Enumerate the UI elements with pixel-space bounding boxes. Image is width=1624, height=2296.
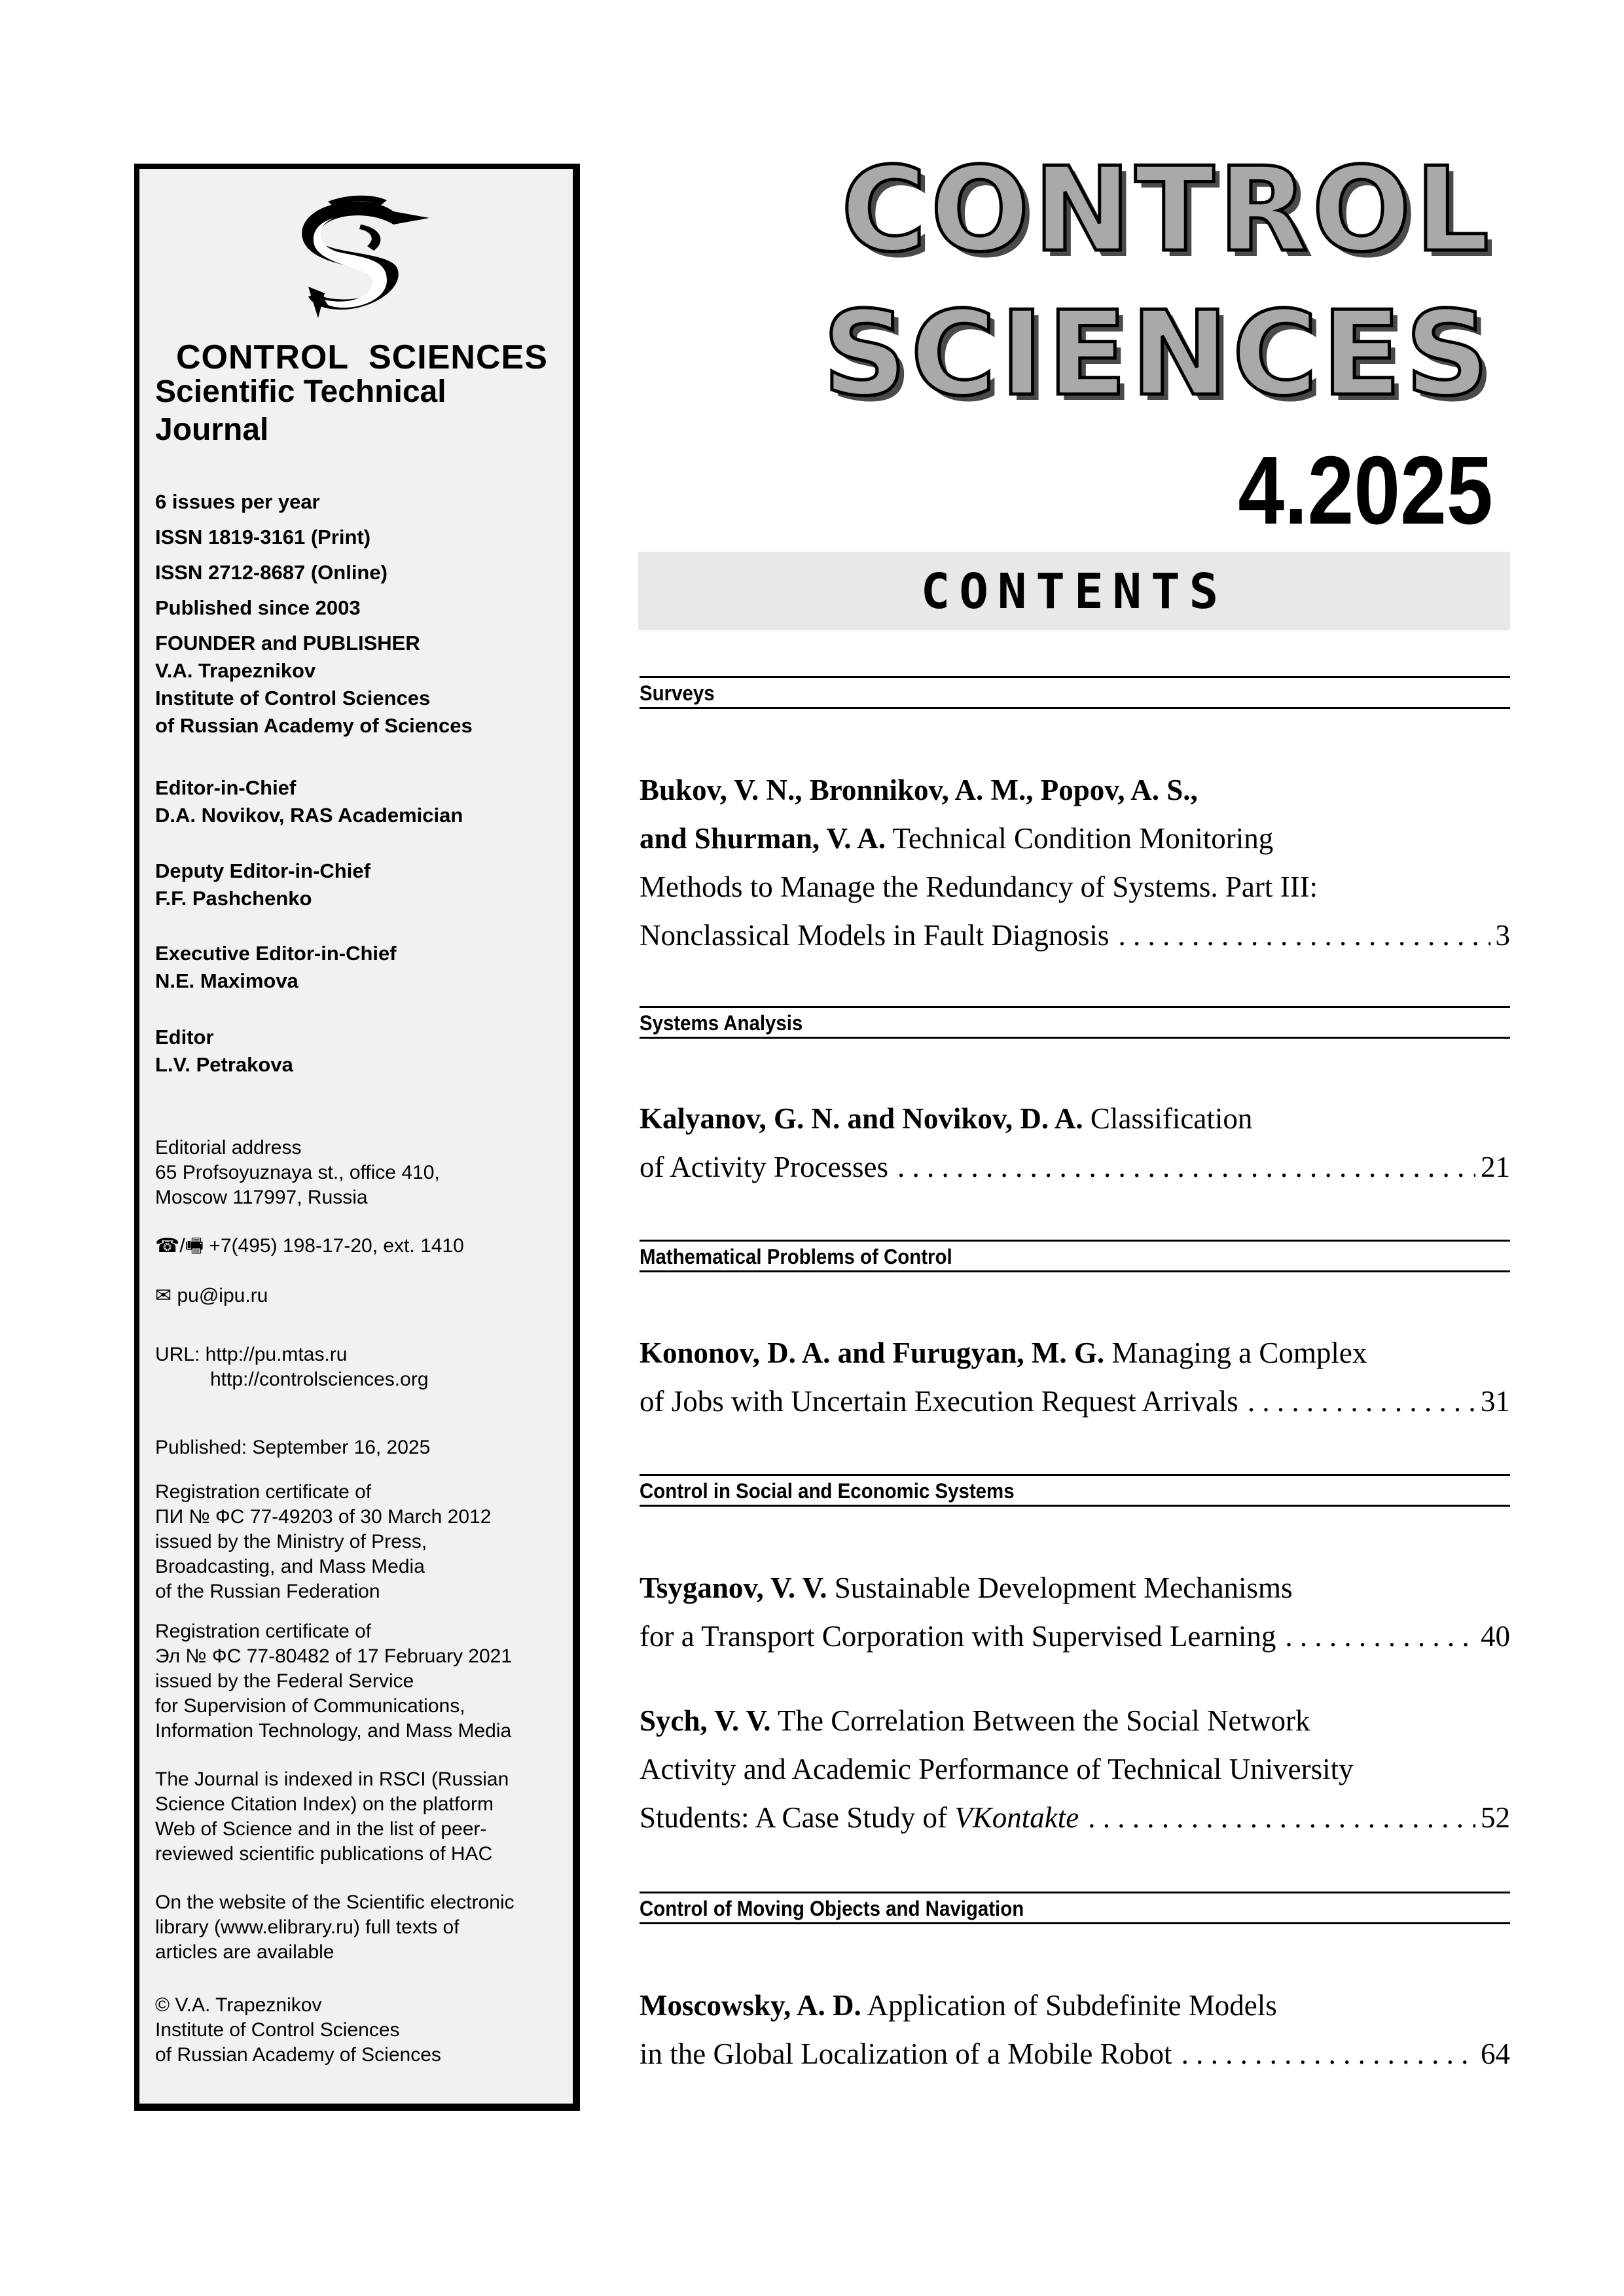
toc-leader-dots [1088, 1793, 1475, 1842]
toc-title: Sustainable Development Mechanisms [827, 1571, 1293, 1604]
contents-title: CONTENTS [920, 564, 1228, 620]
toc-page-number: 3 [1495, 919, 1510, 952]
masthead-title-line-2: SCIENCES [822, 286, 1493, 422]
journal-info-panel [134, 164, 580, 2111]
role-label: Editor-in-Chief [155, 776, 297, 799]
section-heading-text: Control in Social and Economic Systems [640, 1479, 1015, 1503]
journal-subtitle-line: Journal [155, 412, 269, 447]
address-line: 65 Profsoyuznaya st., office 410, [155, 1162, 440, 1183]
toc-entry-line [640, 1329, 1510, 1377]
toc-entry-line [640, 1696, 1510, 1745]
registration-line: of the Russian Federation [155, 1581, 380, 1602]
issues-per-year: 6 issues per year [155, 490, 320, 513]
toc-entry-line [640, 1564, 1510, 1612]
editorial-address [155, 1136, 574, 1210]
toc-title: Nonclassical Models in Fault Diagnosis [640, 919, 1110, 952]
founder-line: Institute of Control Sciences [155, 687, 431, 709]
toc-page-number: 31 [1481, 1385, 1510, 1418]
toc-title: Activity and Academic Performance of Technical University [640, 1753, 1354, 1785]
role-name: N.E. Maximova [155, 969, 298, 992]
role-name: D.A. Novikov, RAS Academician [155, 804, 463, 827]
toc-leader-dots [897, 1143, 1475, 1191]
founder-line: V.A. Trapeznikov [155, 659, 316, 682]
toc-title: The Correlation Between the Social Network [770, 1704, 1310, 1737]
indexing-note [155, 1767, 574, 1867]
journal-subtitle [155, 373, 548, 449]
toc-entry-line [640, 766, 1510, 814]
issue-number: 4.2025 [1238, 437, 1493, 545]
toc-authors: Tsyganov, V. V. [640, 1571, 827, 1604]
toc-title: of Jobs with Uncertain Execution Request Arrivals [640, 1385, 1238, 1418]
toc-title: in the Global Localization of a Mobile Robot [640, 2037, 1172, 2070]
registration-line: Эл № ФС 77-80482 of 17 February 2021 [155, 1645, 513, 1667]
elibrary-line: On the website of the Scientific electronic [155, 1892, 514, 1913]
elibrary-note [155, 1890, 574, 1965]
toc-authors: Kalyanov, G. N. and Novikov, D. A. [640, 1102, 1083, 1135]
toc-title-italic: VKontakte [954, 1801, 1079, 1834]
toc-leader-dots [1182, 2030, 1475, 2078]
toc-title [640, 1793, 1079, 1842]
toc-entry[interactable] [640, 1329, 1510, 1426]
address-label: Editorial address [155, 1137, 302, 1158]
toc-entry-last-line [640, 1612, 1510, 1660]
registration-line: issued by the Ministry of Press, [155, 1531, 427, 1552]
toc-authors: Bukov, V. N., Bronnikov, A. M., Popov, A. S., [640, 774, 1198, 806]
toc-title: Methods to Manage the Redundancy of Systems. Part III: [640, 870, 1318, 903]
registration-line: Registration certificate of [155, 1621, 372, 1642]
registration-2 [155, 1619, 574, 1744]
toc-entry-last-line [640, 2030, 1510, 2078]
toc-title: Application of Subdefinite Models [861, 1989, 1277, 2022]
masthead-title-line-1: CONTROL [840, 142, 1493, 278]
published-date: Published: September 16, 2025 [155, 1437, 431, 1458]
toc-entry-last-line [640, 1793, 1510, 1842]
toc-title: Classification [1083, 1102, 1253, 1135]
toc-leader-dots [1118, 911, 1490, 960]
deputy-editor [155, 857, 574, 912]
toc-page-number: 52 [1481, 1801, 1510, 1834]
section-heading-text: Control of Moving Objects and Navigation [640, 1897, 1024, 1920]
address-line: Moscow 117997, Russia [155, 1187, 368, 1208]
elibrary-line: library (www.elibrary.ru) full texts of [155, 1916, 460, 1938]
toc-authors: Kononov, D. A. and Furugyan, M. G. [640, 1336, 1105, 1369]
registration-line: Registration certificate of [155, 1481, 372, 1503]
editor-in-chief [155, 774, 574, 829]
toc-title: Technical Condition Monitoring [886, 822, 1274, 855]
issn-print: ISSN 1819-3161 (Print) [155, 526, 371, 548]
section-heading-moving-objects [640, 1892, 1510, 1924]
toc-entry-line [640, 1981, 1510, 2030]
registration-1 [155, 1480, 574, 1604]
toc-authors: and Shurman, V. A. [640, 822, 886, 855]
toc-title: for a Transport Corporation with Supervised Learning [640, 1620, 1276, 1653]
registration-line: issued by the Federal Service [155, 1670, 414, 1692]
toc-entry-last-line [640, 1377, 1510, 1426]
role-label: Deputy Editor-in-Chief [155, 859, 370, 882]
role-label: Executive Editor-in-Chief [155, 942, 397, 965]
registration-line: Broadcasting, and Mass Media [155, 1556, 425, 1577]
executive-editor [155, 940, 574, 995]
urls [155, 1342, 574, 1392]
copyright-line: Institute of Control Sciences [155, 2019, 400, 2041]
registration-line: for Supervision of Communications, [155, 1695, 465, 1717]
section-heading-systems-analysis [640, 1006, 1510, 1039]
contents-header [638, 552, 1510, 630]
toc-entry-last-line [640, 911, 1510, 960]
role-name: F.F. Pashchenko [155, 887, 312, 910]
section-heading-social-economic [640, 1474, 1510, 1507]
toc-title: of Activity Processes [640, 1151, 888, 1183]
copyright [155, 1993, 574, 2068]
publication-info [155, 488, 574, 740]
indexing-line: Web of Science and in the list of peer- [155, 1818, 487, 1840]
section-heading-text: Systems Analysis [640, 1011, 803, 1035]
section-heading-text: Mathematical Problems of Control [640, 1245, 952, 1268]
registration-line: ПИ № ФС 77-49203 of 30 March 2012 [155, 1506, 492, 1528]
toc-entry[interactable] [640, 1981, 1510, 2078]
journal-name: CONTROL SCIENCES [176, 338, 548, 376]
elibrary-line: articles are available [155, 1941, 334, 1963]
toc-title-part: Students: A Case Study of [640, 1801, 955, 1834]
issn-online: ISSN 2712-8687 (Online) [155, 561, 388, 584]
url-line: http://controlsciences.org [210, 1369, 429, 1390]
toc-entry-line [640, 814, 1510, 863]
toc-entry-line [640, 1094, 1510, 1143]
section-heading-text: Surveys [640, 681, 715, 705]
toc-leader-dots [1248, 1377, 1475, 1426]
founder-line: of Russian Academy of Sciences [155, 714, 473, 737]
toc-page-number: 40 [1481, 1620, 1510, 1653]
registration-line: Information Technology, and Mass Media [155, 1720, 512, 1742]
toc-entry[interactable] [640, 1564, 1510, 1660]
toc-page-number: 21 [1481, 1151, 1510, 1183]
url-line: URL: http://pu.mtas.ru [155, 1344, 348, 1365]
email: ✉ pu@ipu.ru [155, 1285, 268, 1306]
role-name: L.V. Petrakova [155, 1053, 293, 1076]
indexing-line: reviewed scientific publications of HAC [155, 1843, 493, 1865]
founder-label: FOUNDER and PUBLISHER [155, 632, 420, 655]
copyright-line: © V.A. Trapeznikov [155, 1994, 322, 2016]
toc-page-number: 64 [1481, 2037, 1510, 2070]
toc-leader-dots [1285, 1612, 1475, 1660]
journal-info-panel-bg [137, 167, 577, 2108]
indexing-line: Science Citation Index) on the platform [155, 1793, 494, 1815]
toc-entry[interactable] [640, 766, 1510, 960]
toc-authors: Moscowsky, A. D. [640, 1989, 861, 2022]
copyright-line: of Russian Academy of Sciences [155, 2044, 441, 2066]
indexing-line: The Journal is indexed in RSCI (Russian [155, 1768, 509, 1790]
toc-entry-last-line [640, 1143, 1510, 1191]
toc-entry[interactable] [640, 1696, 1510, 1842]
toc-authors: Sych, V. V. [640, 1704, 771, 1737]
section-heading-surveys [640, 676, 1510, 709]
section-heading-math-problems [640, 1240, 1510, 1272]
role-label: Editor [155, 1026, 214, 1049]
phone: ☎/🖷 +7(495) 198-17-20, ext. 1410 [155, 1235, 464, 1257]
journal-logo-icon [289, 188, 446, 326]
toc-title: Managing a Complex [1104, 1336, 1367, 1369]
editor [155, 1024, 574, 1079]
toc-entry[interactable] [640, 1094, 1510, 1191]
journal-subtitle-line: Scientific Technical [155, 374, 446, 409]
published-since: Published since 2003 [155, 596, 361, 619]
